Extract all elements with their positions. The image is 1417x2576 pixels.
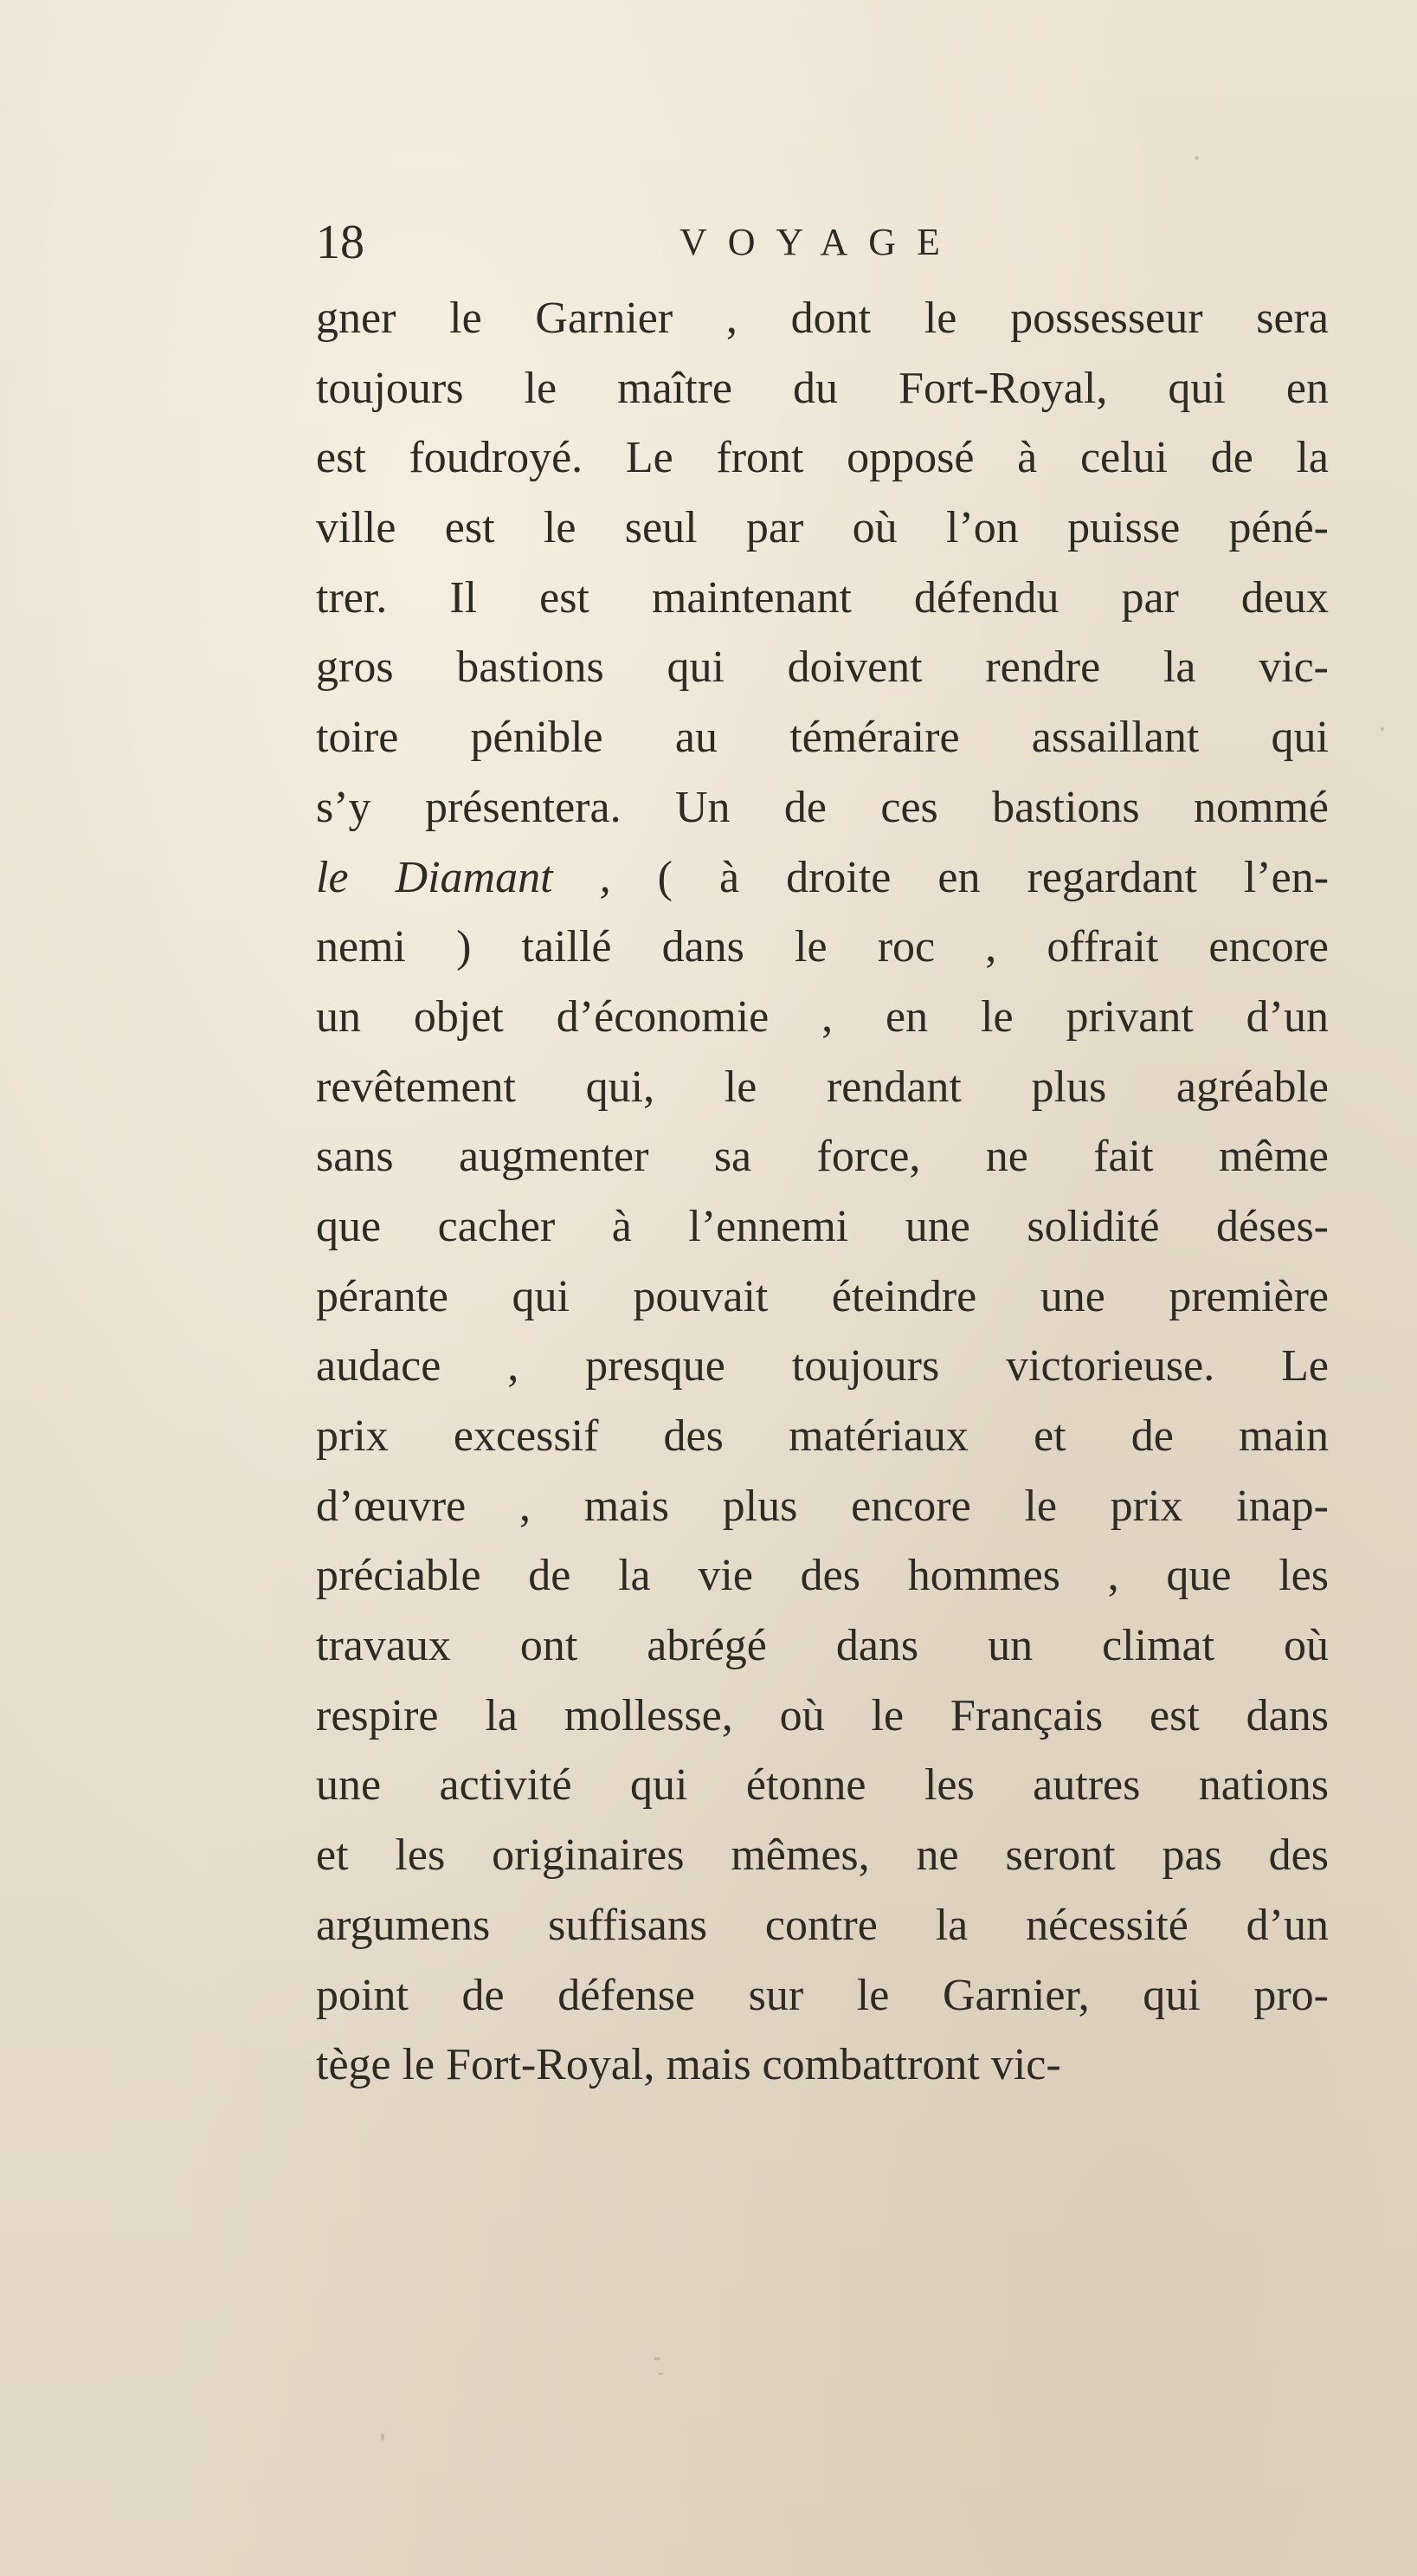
text-line: s’y présentera. Un de ces bastions nommé <box>316 782 1329 832</box>
text-line: sans augmenter sa force, ne fait même <box>316 1132 1329 1182</box>
text-line: toujours le maître du Fort-Royal, qui en <box>316 363 1329 413</box>
text-line: revêtement qui, le rendant plus agréable <box>316 1062 1329 1112</box>
text-line: que cacher à l’ennemi une solidité déses- <box>316 1201 1329 1251</box>
text-line: préciable de la vie des hommes , que les <box>316 1551 1329 1601</box>
text-line: trer. Il est maintenant défendu par deux <box>316 572 1329 623</box>
italic-fort-name: le Diamant , <box>316 852 611 902</box>
paper-foxing-spot <box>658 2373 663 2375</box>
paper-foxing-spot <box>654 2357 660 2360</box>
text-line: pérante qui pouvait éteindre une première <box>316 1271 1329 1321</box>
text-line: tège le Fort-Royal, mais combattront vic- <box>316 2040 1061 2090</box>
running-head: VOYAGE <box>680 221 961 263</box>
text-line: un objet d’économie , en le privant d’un <box>316 991 1329 1042</box>
text-line <box>316 843 1329 914</box>
text-line: audace , presque toujours victorieuse. Le <box>316 1341 1329 1391</box>
text-line-continuation: ( à droite en regardant l’en- <box>610 852 1330 902</box>
text-line: d’œuvre , mais plus encore le prix inap- <box>316 1481 1329 1531</box>
text-line: gros bastions qui doivent rendre la vic- <box>316 642 1329 693</box>
text-line: prix excessif des matériaux et de main <box>316 1411 1329 1461</box>
text-line: point de défense sur le Garnier, qui pro- <box>316 1970 1329 2020</box>
text-line: travaux ont abrégé dans un climat où <box>316 1621 1329 1671</box>
body-text <box>316 284 1329 2101</box>
text-line: toire pénible au téméraire assaillant qui <box>316 713 1329 763</box>
paper-foxing-spot <box>1195 156 1199 160</box>
text-line: ville est le seul par où l’on puisse péné- <box>316 503 1329 553</box>
text-line: est foudroyé. Le front opposé à celui de la <box>316 433 1329 483</box>
paper-foxing-spot <box>1381 727 1384 731</box>
page-header <box>316 208 1329 277</box>
text-line: argumens suffisans contre la nécessité d’un <box>316 1900 1329 1950</box>
text-line: gner le Garnier , dont le possesseur sera <box>316 294 1329 343</box>
text-line: et les originaires mêmes, ne seront pas des <box>316 1830 1329 1881</box>
paper-foxing-spot <box>381 2433 384 2441</box>
text-line: respire la mollesse, où le Français est dans <box>316 1690 1329 1740</box>
page-number: 18 <box>316 216 364 269</box>
text-line: une activité qui étonne les autres nations <box>316 1760 1329 1811</box>
text-line: nemi ) taillé dans le roc , offrait encore <box>316 922 1329 972</box>
